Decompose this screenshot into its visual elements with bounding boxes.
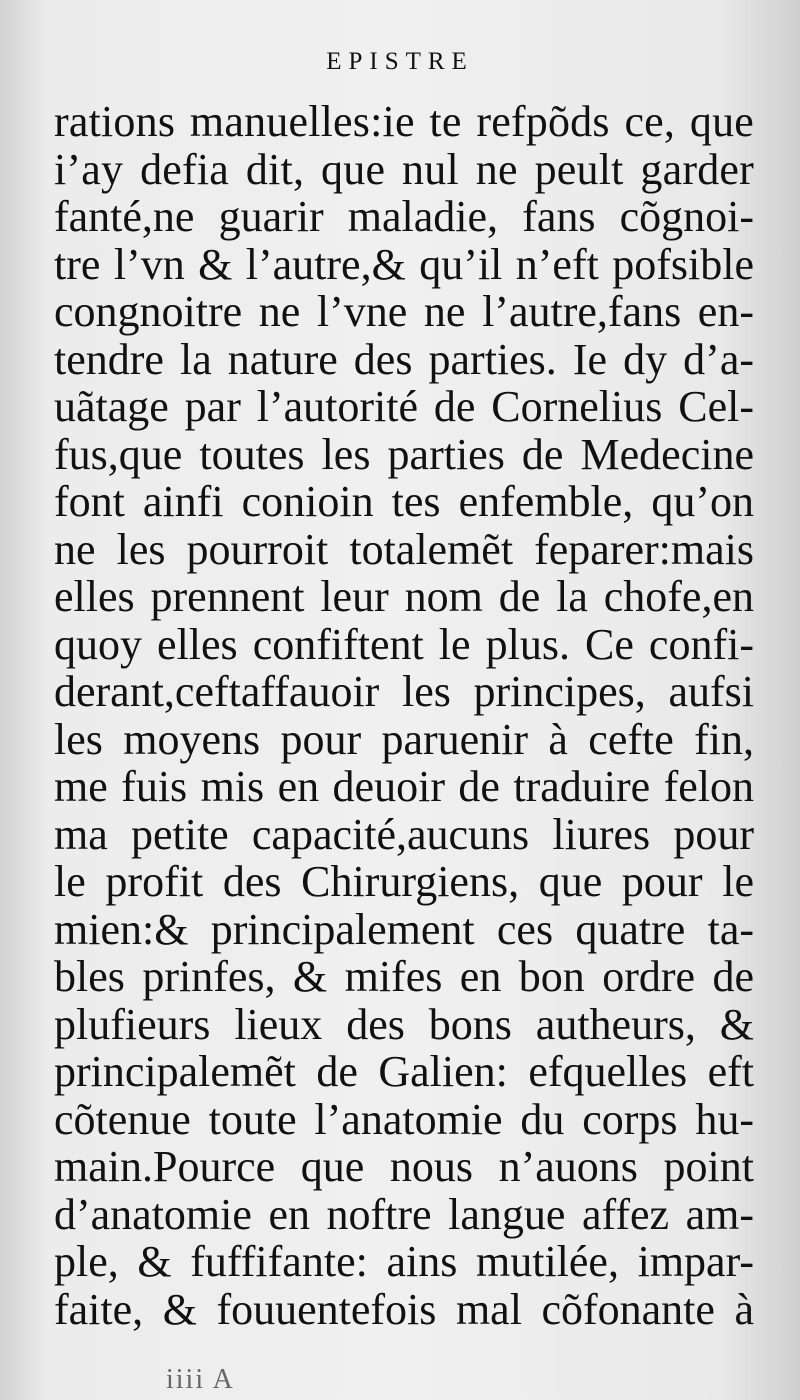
text-line-19: bles prinfes, & mifes en bon ordre de (54, 952, 754, 1001)
text-line-2: i’ay defia dit, que nul ne peult garder (54, 144, 754, 194)
running-head: EPISTRE (326, 48, 474, 75)
text-line-26: faite, & fouuentefois mal cõfonante à (54, 1284, 754, 1334)
text-line-11: elles prennent leur nom de la chofe,en (54, 572, 754, 621)
text-line-22: cõtenue toute l’anatomie du corps hu- (54, 1094, 754, 1144)
signature-mark: iiii A (166, 1364, 235, 1395)
text-line-4: tre l’vn & l’autre,& qu’il n’eft pofsible (54, 239, 754, 289)
text-line-3: fanté,ne guarir maladie, fans cõgnoi- (54, 192, 754, 241)
text-line-13: derant,ceftaffauoir les principes, aufsi (54, 667, 754, 716)
text-line-1: rations manuelles:ie te refpõds ce, que (54, 97, 754, 146)
text-line-9: font ainfi conioin tes enfemble, qu’on (54, 477, 754, 526)
text-line-18: mien:& principalement ces quatre ta- (54, 904, 754, 954)
text-line-16: ma petite capacité,aucuns liures pour (54, 809, 754, 859)
text-line-25: ple, & fuffifante: ains mutilée, impar- (54, 1237, 754, 1286)
body-text (54, 98, 754, 1333)
text-line-6: tendre la nature des parties. Ie dy d’a- (54, 334, 754, 384)
text-line-14: les moyens pour paruenir à cefte fin, (54, 714, 754, 764)
text-line-23: main.Pource que nous n’auons point (54, 1142, 754, 1191)
text-line-17: le profit des Chirurgiens, que pour le (54, 857, 754, 906)
text-line-21: principalemẽt de Galien: efquelles eft (54, 1047, 754, 1096)
text-line-20: plufieurs lieux des bons autheurs, & (54, 999, 754, 1049)
text-line-24: d’anatomie en noftre langue affez am- (54, 1189, 754, 1239)
text-line-5: congnoitre ne l’vne ne l’autre,fans en- (54, 287, 754, 336)
text-line-8: fus,que toutes les parties de Medecine (54, 429, 754, 479)
text-line-15: me fuis mis en deuoir de traduire felon (54, 762, 754, 811)
text-line-7: uãtage par l’autorité de Cornelius Cel- (54, 382, 754, 431)
text-line-10: ne les pourroit totalemẽt feparer:mais (54, 524, 754, 574)
text-line-12: quoy elles confiftent le plus. Ce confi- (54, 619, 754, 669)
